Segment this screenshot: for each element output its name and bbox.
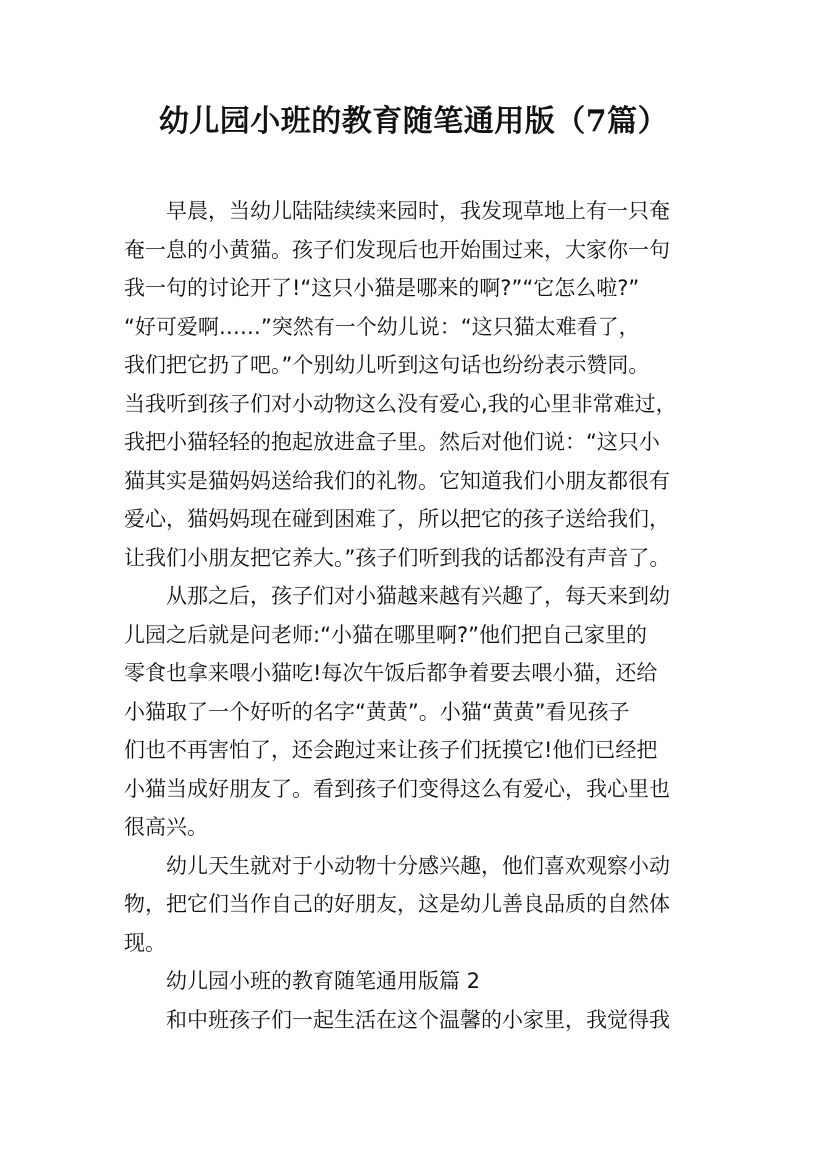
text-line: 让我们小朋友把它养大。”孩子们听到我的话都没有声音了。	[124, 545, 671, 570]
document-title: 幼儿园小班的教育随笔通用版（7篇）	[158, 104, 669, 139]
text-line: 早晨，当幼儿陆陆续续来园时，我发现草地上有一只奄	[166, 199, 670, 223]
text-line: 爱心，猫妈妈现在碰到困难了，所以把它的孩子送给我们，	[124, 507, 670, 531]
text-line: 儿园之后就是问老师:“小猫在哪里啊?”他们把自己家里的	[124, 622, 647, 647]
text-line: 物，把它们当作自己的好朋友，这是幼儿善良品质的自然体	[124, 892, 670, 916]
text-line: 我一句的讨论开了!“这只小猫是哪来的啊?”“它怎么啦?”	[124, 276, 640, 300]
text-line: 小猫当成好朋友了。看到孩子们变得这么有爱心，我心里也	[124, 776, 670, 801]
text-line: 小猫取了一个好听的名字“黄黄”。小猫“黄黄”看见孩子	[124, 699, 630, 724]
text-line: 和中班孩子们一起生活在这个温馨的小家里，我觉得我	[166, 1007, 670, 1032]
text-line: 零食也拿来喂小猫吃!每次午饭后都争着要去喂小猫，还给	[124, 661, 658, 685]
text-line: 我们把它扔了吧。”个别幼儿听到这句话也纷纷表示赞同。	[124, 353, 650, 377]
text-line: 我把小猫轻轻的抱起放进盒子里。然后对他们说：“这只小	[124, 430, 660, 454]
document-body	[124, 192, 714, 1039]
text-line: 很高兴。	[124, 815, 208, 839]
text-line: 现。	[124, 930, 166, 955]
text-line: 们也不再害怕了，还会跑过来让孩子们抚摸它!他们已经把	[124, 738, 658, 762]
text-line: 猫其实是猫妈妈送给我们的礼物。它知道我们小朋友都很有	[124, 468, 670, 493]
text-line: 幼儿天生就对于小动物十分感兴趣，他们喜欢观察小动	[166, 853, 670, 878]
text-line: 从那之后，孩子们对小猫越来越有兴趣了，每天来到幼	[166, 584, 670, 608]
text-line: 当我听到孩子们对小动物这么没有爱心,我的心里非常难过，	[124, 391, 677, 416]
text-line: “好可爱啊……”突然有一个幼儿说：“这只猫太难看了，	[124, 314, 640, 339]
text-line: 奄一息的小黄猫。孩子们发现后也开始围过来，大家你一句	[124, 237, 670, 262]
text-line: 幼儿园小班的教育随笔通用版篇 2	[166, 969, 481, 993]
